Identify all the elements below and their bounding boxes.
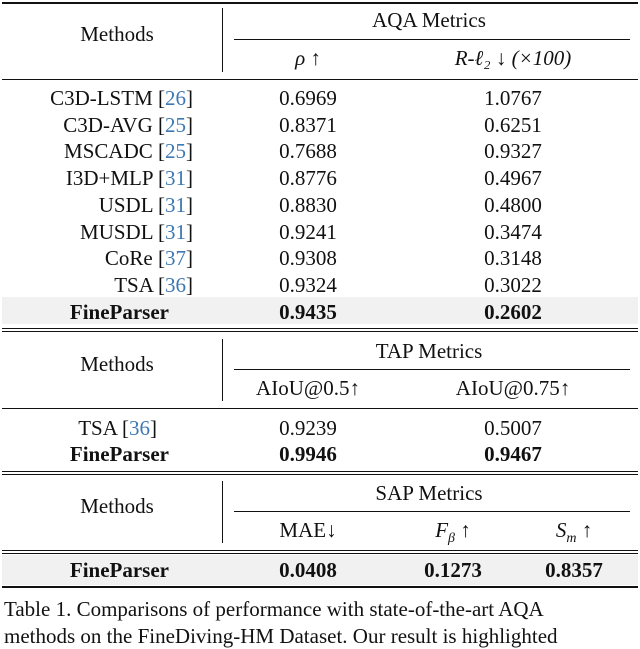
- aqa-cmidrule: [234, 39, 630, 40]
- aqa-row-v1: 0.8371: [279, 113, 337, 137]
- aqa-row-v1: 0.9324: [279, 273, 337, 297]
- section2-header-rule: [2, 408, 638, 409]
- tap-row-tsa-v1: 0.9239: [279, 416, 337, 440]
- fbeta-header: $F_\beta$ ↑: [435, 518, 471, 547]
- aqa-row-v2: 0.4800: [484, 193, 542, 217]
- tap-metrics-header: TAP Metrics: [375, 339, 483, 363]
- mae-header: MAE↓: [279, 518, 337, 542]
- aqa-row-v1: 0.8830: [279, 193, 337, 217]
- sap-best-v1: 0.0408: [279, 558, 337, 582]
- aqa-row-name: C3D-AVG [25]: [63, 113, 193, 137]
- top-rule: [2, 2, 638, 4]
- sm-header: $S_m$ ↑: [555, 518, 593, 547]
- aqa-row-name: C3D-LSTM [26]: [50, 86, 193, 110]
- tap-row-tsa-v2: 0.5007: [484, 416, 542, 440]
- aqa-row-v2: 0.3474: [484, 220, 542, 244]
- bottom-rule: [2, 586, 638, 588]
- aiou05-header: AIoU@0.5↑: [256, 376, 360, 400]
- tap-row-tsa-name: TSA [36]: [78, 416, 157, 440]
- section2-top-rule: [2, 328, 638, 329]
- rho-header: ρ ↑: [295, 46, 321, 70]
- section3-top-rule-2: [2, 474, 638, 475]
- aqa-row-v2: 0.3022: [484, 273, 542, 297]
- aqa-row-v2: 0.3148: [484, 246, 542, 270]
- methods-header-3: Methods: [80, 494, 154, 518]
- aqa-row-v2: 1.0767: [484, 86, 542, 110]
- sap-metrics-header: SAP Metrics: [375, 481, 483, 505]
- aqa-row-v1: 0.6969: [279, 86, 337, 110]
- aqa-row-v1: 0.9241: [279, 220, 337, 244]
- aqa-row-v2: 0.4967: [484, 166, 542, 190]
- aqa-metrics-header: AQA Metrics: [372, 8, 486, 32]
- aqa-best-name: FineParser: [69, 300, 169, 324]
- aqa-row-name: TSA [36]: [114, 273, 193, 297]
- header-divider-3: [222, 481, 223, 543]
- section2-top-rule-2: [2, 331, 638, 332]
- table-caption-line2: methods on the FineDiving-HM Dataset. Our result is highlighted: [4, 624, 558, 648]
- aqa-best-v1: 0.9435: [279, 300, 337, 324]
- section1-header-rule: [2, 79, 638, 80]
- aqa-row-v1: 0.8776: [279, 166, 337, 190]
- rl2-header: R-ℓ₂ ↓ (×100): [454, 46, 572, 70]
- methods-header-2: Methods: [80, 352, 154, 376]
- aqa-row-name: USDL [31]: [98, 193, 193, 217]
- tap-best-v1: 0.9946: [279, 442, 337, 466]
- aqa-row-v2: 0.6251: [484, 113, 542, 137]
- methods-header: Methods: [80, 22, 154, 46]
- sap-best-v2: 0.1273: [424, 558, 482, 582]
- sap-cmidrule: [234, 511, 630, 512]
- aqa-row-name: I3D+MLP [31]: [65, 166, 193, 190]
- table-caption: Table 1. Comparisons of performance with state-of-the-art AQA: [4, 597, 544, 621]
- sap-best-v3: 0.8357: [545, 558, 603, 582]
- section3-header-rule-2: [2, 553, 638, 554]
- tap-cmidrule: [234, 369, 630, 370]
- aqa-best-v2: 0.2602: [484, 300, 542, 324]
- aiou075-header: AIoU@0.75↑: [455, 376, 571, 400]
- sap-best-name: FineParser: [69, 558, 169, 582]
- aqa-row-v1: 0.9308: [279, 246, 337, 270]
- header-divider-2: [222, 339, 223, 401]
- aqa-row-name: MUSDL [31]: [80, 220, 193, 244]
- aqa-row-name: MSCADC [25]: [64, 139, 193, 163]
- section3-top-rule: [2, 471, 638, 472]
- aqa-row-v1: 0.7688: [279, 139, 337, 163]
- section3-header-rule: [2, 550, 638, 551]
- aqa-row-name: CoRe [37]: [104, 246, 193, 270]
- tap-best-name: FineParser: [69, 442, 169, 466]
- aqa-row-v2: 0.9327: [484, 139, 542, 163]
- tap-best-v2: 0.9467: [484, 442, 542, 466]
- header-divider: [222, 8, 223, 72]
